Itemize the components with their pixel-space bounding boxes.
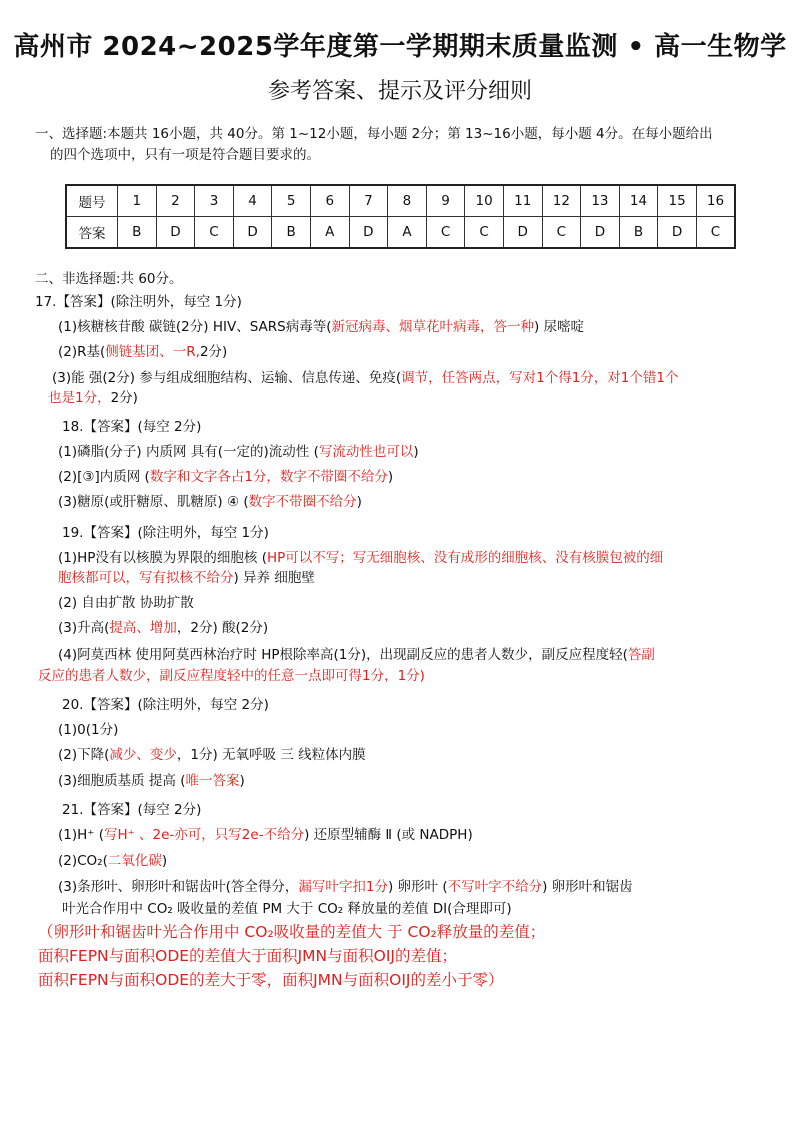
table-cell-answer: B — [619, 217, 658, 249]
grading-note: HP可以不写；写无细胞核、没有成形的细胞核、没有核膜包被的细 — [266, 550, 664, 566]
table-cell-answer: D — [349, 217, 388, 249]
grading-note: 反应的患者人数少，副反应程度轻中的任意一点即可得1分，1分) — [38, 668, 425, 684]
table-row-numbers — [66, 185, 735, 217]
q17-line4 — [48, 386, 138, 406]
q19-line2 — [58, 566, 315, 586]
text: ) 卵形叶和锯齿 — [542, 879, 633, 895]
q21-line4: 叶光合作用中 CO₂ 吸收量的差值 PM 大于 CO₂ 释放量的差值 DI(合理即可) — [62, 901, 512, 917]
q20-line1: (1)0(1分) — [58, 722, 119, 738]
text: ) 异养 细胞壁 — [233, 570, 315, 586]
grading-note: 不写叶字不给分 — [447, 879, 543, 895]
q18-line2 — [58, 465, 393, 485]
text: (1)HP没有以核膜为界限的细胞核 ( — [58, 550, 267, 566]
table-cell-question-number: 12 — [542, 185, 581, 217]
text: ) 尿嘧啶 — [533, 319, 585, 335]
table-cell-question-number: 10 — [465, 185, 504, 217]
q21-line1 — [58, 823, 473, 843]
table-row-label: 答案 — [66, 217, 118, 249]
text: ) — [387, 469, 394, 485]
grading-note: 新冠病毒、烟草花叶病毒，答一种 — [331, 319, 534, 335]
q19-line5 — [58, 643, 655, 663]
table-cell-question-number: 16 — [696, 185, 735, 217]
table-cell-answer: D — [503, 217, 542, 249]
text: ) 卵形叶 ( — [387, 879, 448, 895]
text: (3)能 强(2分) 参与组成细胞结构、运输、信息传递、免疫( — [52, 370, 402, 386]
q21-extra-note-1: （卵形叶和锯齿叶光合作用中 CO₂吸收量的差值大 于 CO₂释放量的差值； — [38, 923, 546, 941]
q19-line3: (2) 自由扩散 协助扩散 — [58, 595, 194, 611]
grading-note: 侧链基团、一R, — [105, 344, 200, 360]
text: (3)糖原(或肝糖原、肌糖原) ④ ( — [58, 494, 249, 510]
text: (2)[③]内质网 ( — [58, 469, 150, 485]
table-cell-answer: B — [118, 217, 157, 249]
text: 2分) — [110, 390, 138, 406]
table-cell-question-number: 4 — [233, 185, 272, 217]
table-cell-question-number: 13 — [581, 185, 620, 217]
grading-note: 数字和文字各占1分，数字不带圈不给分 — [149, 469, 388, 485]
table-cell-answer: C — [696, 217, 735, 249]
answer-table — [65, 184, 736, 249]
grading-note: 提高、增加 — [109, 620, 177, 636]
q17-line2 — [58, 340, 227, 360]
section1-line1: 一、选择题:本题共 16小题，共 40分。第 1~12小题，每小题 2分；第 13~16小题，每小题 4分。在每小题给出 — [35, 126, 713, 142]
q21-extra-note-2: 面积FEPN与面积ODE的差值大于面积JMN与面积OIJ的差值； — [38, 947, 457, 965]
text: ) — [413, 444, 419, 460]
table-cell-question-number: 8 — [388, 185, 427, 217]
grading-note: 答副 — [627, 647, 655, 663]
text: (4)阿莫西林 使用阿莫西林治疗时 HP根除率高(1分)，出现副反应的患者人数少，副反应程度轻( — [58, 647, 628, 663]
grading-note: 调节，任答两点，写对1个得1分，对1个错1个 — [401, 370, 679, 386]
table-cell-answer: C — [426, 217, 465, 249]
text: ，2分) 酸(2分) — [176, 620, 269, 636]
grading-note: 写H⁺ 、2e-亦可，只写2e-不给分 — [103, 827, 305, 843]
text: ) — [161, 853, 168, 869]
table-cell-answer: D — [233, 217, 272, 249]
text: (2)R基( — [58, 344, 106, 360]
table-cell-answer: A — [310, 217, 349, 249]
text: ) 还原型辅酶 Ⅱ (或 NADPH) — [304, 827, 473, 843]
table-cell-question-number: 5 — [272, 185, 311, 217]
q19-head: 19.【答案】(除注明外，每空 1分) — [62, 525, 269, 541]
table-cell-question-number: 9 — [426, 185, 465, 217]
grading-note: 胞核都可以，写有拟核不给分 — [58, 570, 234, 586]
q21-line3 — [58, 875, 633, 895]
grading-note: 二氧化碳 — [107, 853, 162, 869]
text: ) — [239, 773, 245, 789]
table-cell-answer: C — [195, 217, 234, 249]
grading-note: 数字不带圈不给分 — [248, 494, 357, 510]
q21-extra-note-3: 面积FEPN与面积ODE的差大于零，面积JMN与面积OIJ的差小于零） — [38, 971, 504, 989]
table-cell-answer: D — [581, 217, 620, 249]
section2-header: 二、非选择题:共 60分。 — [35, 271, 183, 287]
text: 2分) — [199, 344, 228, 360]
table-cell-question-number: 6 — [310, 185, 349, 217]
table-cell-answer: B — [272, 217, 311, 249]
text: (1)H⁺ ( — [58, 827, 104, 843]
q20-line3 — [58, 769, 245, 789]
q17-line3 — [52, 366, 678, 386]
text: (1)核糖核苷酸 碳链(2分) HIV、SARS病毒等( — [58, 319, 332, 335]
table-cell-question-number: 3 — [195, 185, 234, 217]
table-cell-question-number: 1 — [118, 185, 157, 217]
table-row-answers — [66, 217, 735, 249]
table-cell-question-number: 14 — [619, 185, 658, 217]
table-cell-question-number: 7 — [349, 185, 388, 217]
table-cell-answer: A — [388, 217, 427, 249]
grading-note: 写流动性也可以 — [318, 444, 414, 460]
q18-head: 18.【答案】(每空 2分) — [62, 419, 202, 435]
text: (1)磷脂(分子) 内质网 具有(一定的)流动性 ( — [58, 444, 319, 460]
table-cell-answer: C — [465, 217, 504, 249]
table-cell-answer: C — [542, 217, 581, 249]
grading-note: 也是1分， — [48, 390, 111, 406]
q18-line1 — [58, 440, 419, 460]
section1-line2: 的四个选项中，只有一项是符合题目要求的。 — [50, 147, 320, 163]
q20-line2 — [58, 743, 366, 763]
q19-line4 — [58, 616, 268, 636]
q17-line1 — [58, 315, 584, 335]
grading-note: 漏写叶字扣1分 — [298, 879, 388, 895]
page-subtitle: 参考答案、提示及评分细则 — [267, 79, 532, 104]
grading-note: 减少、变少 — [109, 747, 177, 763]
text: (2)下降( — [58, 747, 110, 763]
table-cell-answer: D — [658, 217, 697, 249]
q20-head: 20.【答案】(除注明外，每空 2分) — [62, 697, 269, 713]
table-cell-answer: D — [156, 217, 195, 249]
table-row-label: 题号 — [66, 185, 118, 217]
table-cell-question-number: 15 — [658, 185, 697, 217]
text: (3)升高( — [58, 620, 110, 636]
q19-line1 — [58, 546, 663, 566]
q19-line6 — [38, 664, 425, 684]
table-cell-question-number: 2 — [156, 185, 195, 217]
q21-line2 — [58, 849, 167, 869]
text: (3)细胞质基质 提高 ( — [58, 773, 186, 789]
q17-head: 17.【答案】(除注明外，每空 1分) — [35, 294, 242, 310]
text: ，1分) 无氧呼吸 三 线粒体内膜 — [176, 747, 366, 763]
text: ) — [356, 494, 362, 510]
grading-note: 唯一答案 — [185, 773, 240, 789]
table-cell-question-number: 11 — [503, 185, 542, 217]
text: (3)条形叶、卵形叶和锯齿叶(答全得分， — [58, 879, 299, 895]
text: (2)CO₂( — [58, 853, 108, 869]
q18-line3 — [58, 490, 362, 510]
q21-head: 21.【答案】(每空 2分) — [62, 802, 202, 818]
page-title: 高州市 2024~2025学年度第一学期期末质量监测 • 高一生物学 — [13, 32, 787, 62]
